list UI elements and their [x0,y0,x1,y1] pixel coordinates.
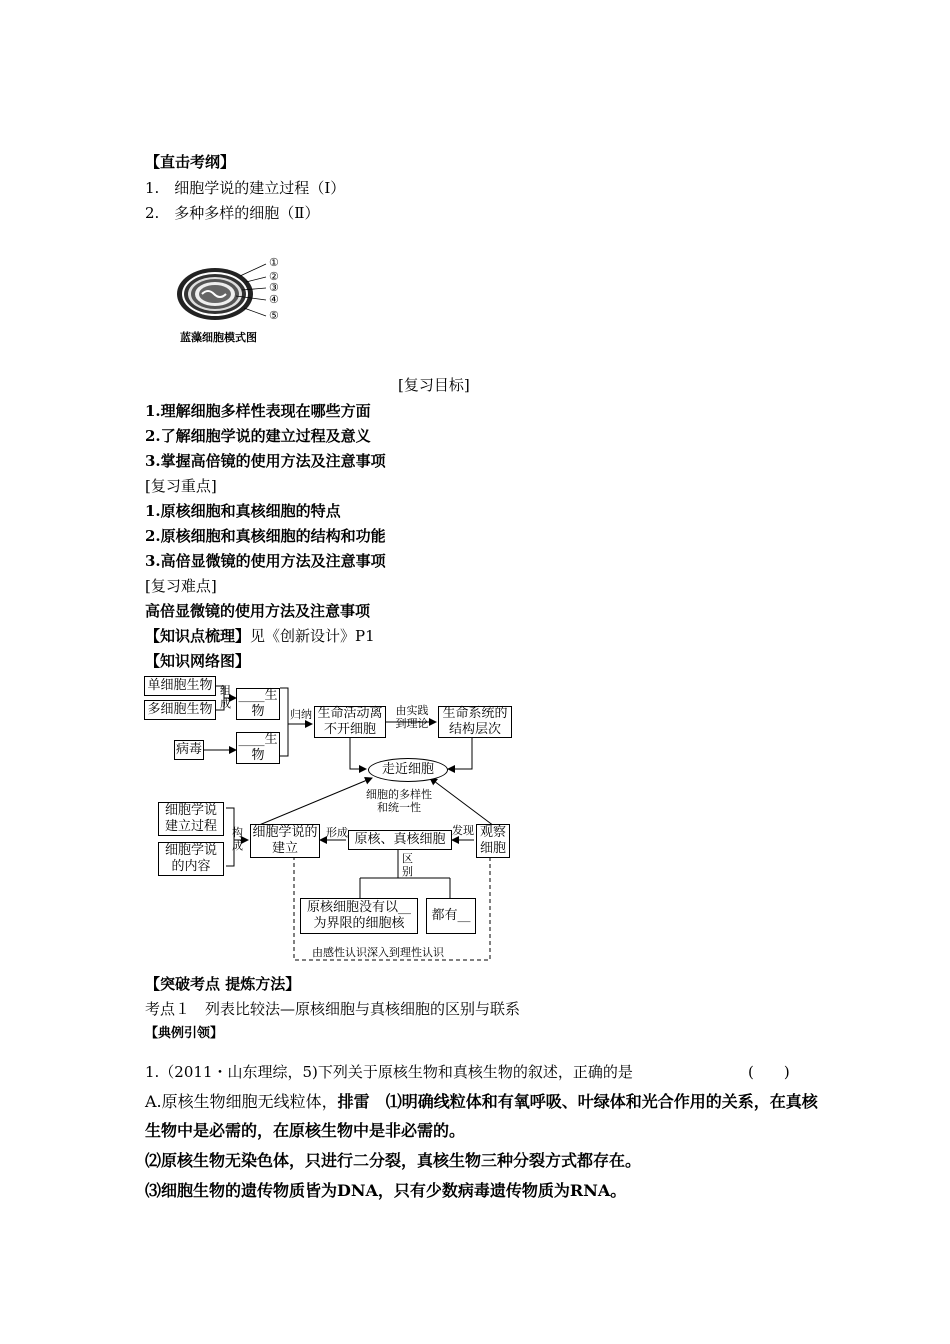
note-2: ⑵原核生物无染色体，只进行二分裂，真核生物三种分裂方式都存在。 [145,1151,642,1170]
knowledge-sort [145,626,375,646]
knowledge-sort-heading: 【知识点梳理】 [145,627,251,645]
review-goals-heading: [复习目标] [398,376,470,394]
marker-2: ② [269,270,279,283]
network-heading: 【知识网络图】 [145,652,251,670]
marker-1: ① [269,256,279,269]
note-1a: ⑴明确线粒体和有氧呼吸、叶绿体和光合作用的关系，在真核 [385,1092,818,1111]
marker-4: ④ [269,293,279,306]
topic-1-title: 考点１ 列表比较法—原核细胞与真核细胞的区别与联系 [145,1000,521,1018]
paichu-label: 排雷 [337,1092,370,1111]
box-life-system: 生命系统的结构层次 [438,706,512,738]
key-item-3: 3.高倍显微镜的使用方法及注意事项 [145,552,386,570]
cyanobacteria-figure [170,250,290,350]
label-perception: 由感性认识深入到理性认识 [312,946,444,959]
box-pro-euk: 原核、真核细胞 [348,830,452,850]
knowledge-network-diagram [140,672,520,967]
marker-3: ③ [269,281,279,294]
label-distinguish: 区别 [402,852,413,878]
label-discover: 发现 [452,824,474,837]
goal-item-3: 3.掌握高倍镜的使用方法及注意事项 [145,452,386,470]
box-life-activity: 生命活动离不开细胞 [314,706,386,738]
review-key-heading: [复习重点] [145,477,217,495]
goal-item-1: 1.理解细胞多样性表现在哪些方面 [145,402,371,420]
box-virus: 病毒 [174,740,204,760]
box-organism-1: ____生物 [236,688,280,720]
knowledge-sort-text: 见《创新设计》P1 [250,627,375,645]
box-unicellular: 单细胞生物 [144,676,216,696]
figure-caption: 蓝藻细胞模式图 [180,331,257,344]
box-theory-build: 细胞学说的建立 [250,824,320,858]
question-1-bracket: ( ) [748,1063,790,1081]
outline-item-1: 1. 细胞学说的建立过程（Ⅰ） [145,179,346,197]
label-diversity: 细胞的多样性和统一性 [366,788,432,814]
box-no-nucleus: 原核细胞没有以__为界限的细胞核 [300,898,418,934]
goal-item-2: 2.了解细胞学说的建立过程及意义 [145,427,371,445]
box-observe: 观察细胞 [476,824,510,858]
question-1-option-a-line [145,1092,818,1112]
label-practice: 由实践到理论 [395,704,429,730]
box-theory-history: 细胞学说建立过程 [158,802,224,836]
question-1-stem: 1.（2011・山东理综，5)下列关于原核生物和真核生物的叙述，正确的是 [145,1063,633,1081]
review-difficulty-heading: [复习难点] [145,577,217,595]
marker-5: ⑤ [269,309,279,322]
breakthrough-heading: 【突破考点 提炼方法】 [145,975,301,993]
box-organism-2: ____生物 [236,732,280,764]
note-3: ⑶细胞生物的遗传物质皆为DNA，只有少数病毒遗传物质为RNA。 [145,1181,627,1200]
box-approach-cell: 走近细胞 [368,758,448,782]
outline-item-2: 2. 多种多样的细胞（Ⅱ） [145,204,320,222]
example-heading: 【典例引领】 [145,1026,224,1041]
label-compose-2: 构成 [232,826,243,852]
option-a: A.原核生物细胞无线粒体， [145,1092,338,1111]
key-item-1: 1.原核细胞和真核细胞的特点 [145,502,341,520]
box-multicellular: 多细胞生物 [144,700,216,720]
label-compose-1: 组成 [220,684,231,710]
key-item-2: 2.原核细胞和真核细胞的结构和功能 [145,527,386,545]
exam-outline-heading: 【直击考纲】 [145,153,236,171]
difficulty-item-1: 高倍显微镜的使用方法及注意事项 [145,602,371,620]
note-1b: 生物中是必需的，在原核生物中是非必需的。 [145,1121,466,1140]
label-summarize: 归纳 [290,708,312,721]
box-both-have: 都有__ [426,898,476,934]
box-theory-content: 细胞学说的内容 [158,842,224,876]
label-form: 形成 [326,826,348,839]
